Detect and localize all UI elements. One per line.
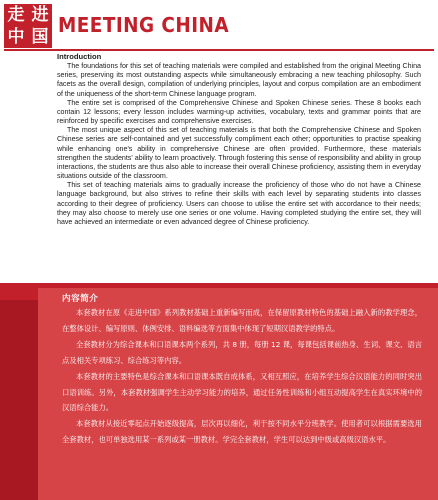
left-band [0,300,38,500]
logo-char-1: 走 [7,5,25,25]
english-heading: Introduction [57,52,102,61]
logo-char-3: 中 [7,27,25,47]
chinese-paragraph: 全套教材分为综合课本和口语课本两个系列，共 8 册，每册 12 课，每课包括课前热身、生词、课文、语言点及相关专项练习、综合练习等内容。 [62,339,422,365]
logo-char-2: 进 [31,5,49,25]
chinese-introduction [62,305,422,448]
chinese-paragraph: 本套教材的主要特色是综合课本和口语课本既自成体系，又相互照应，在培养学生综合汉语能力的同时突出口语训练。另外，本套教材强调学生主动学习能力的培养，通过任务性训练和小组互动提高学生在真实环境中的汉语综合能力。 [62,371,422,413]
series-logo [4,4,52,48]
english-introduction [57,52,421,227]
series-title: MEETING CHINA [58,13,230,37]
title-divider [4,49,434,51]
english-paragraph: The entire set is comprised of the Comprehensive Chinese and Spoken Chinese series. These 8 books each contain 12 lessons; every lesson includes warming-up activities, vocabulary, texts and grammar points that are reinforced by specific exercises and comprehensive exercises. [57,98,421,126]
chinese-paragraph: 本套教材在原《走进中国》系列教材基础上重新编写而成，在保留原教材特色的基础上融入新的教学理念，在整体设计、编写原则、体例安排、语料编选等方面集中体现了短期汉语教学的特点。 [62,308,422,333]
english-paragraph: The most unique aspect of this set of teaching materials is that both the Comprehensive Chinese and Spoken Chinese series are self-contained and yet successfully compliment each other; opportunities to practise speaking while enhancing one's ability in comprehensive Chinese are often provided. Furthermore, these materials strengthen the students' ability to learn proactively. Through fostering this sense of responsibility and ability in group interactions, the students are thus also able to increase their overall Chinese proficiency, assisting them in everyday situations outside of the classroom. [57,126,421,181]
english-paragraph: The foundations for this set of teaching materials were compiled and established from the original Meeting China series, preserving its most outstanding aspects while simultaneously embracing a new teaching philosophy. Such facets as the overall design, compilation of underlying principles, layout and corpus compilation are an embodiment of the uniqueness of the short-term Chinese language program. [57,62,421,98]
logo-char-4: 国 [31,27,49,47]
chinese-heading: 内容简介 [62,294,99,304]
english-paragraph: This set of teaching materials aims to gradually increase the proficiency of those who do not have a Chinese language background, but also strives to refine their skills with each level by separating students into classes according to their degree of proficiency. Users can choose to utilise the entire set with accordance to their needs; they may also choose to merely use one series or one volume. Having completed studying the entire set, they will have achieved an intermediate or even advanced degree of Chinese proficiency. [57,181,421,226]
chinese-paragraph: 本套教材从接近零起点开始逐级提高，层次再以细化，利于按不同水平分班教学。使用者可以根据需要选用全套教材，也可单独选用某一系列或某一册教材。学完全套教材，学生可以达到中级或高级汉语水平。 [62,419,422,445]
